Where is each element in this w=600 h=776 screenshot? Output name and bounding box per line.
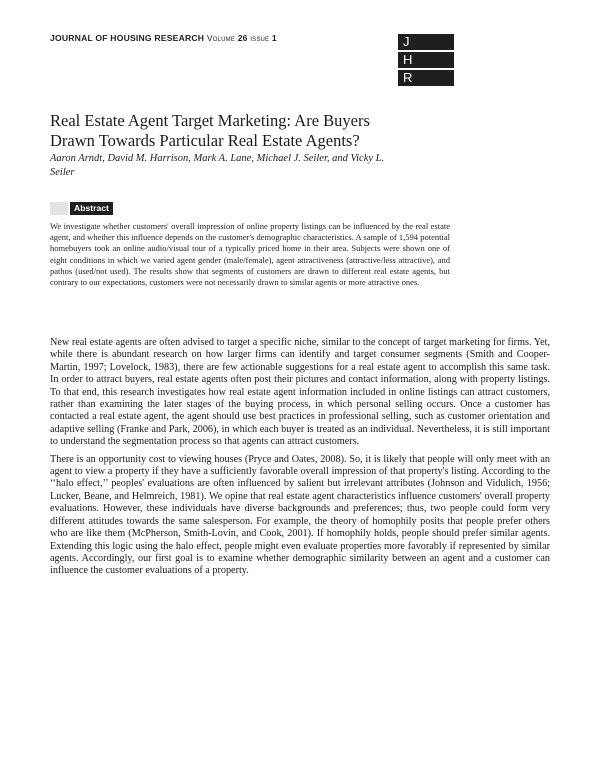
abstract-marker [50, 202, 68, 215]
abstract-heading: Abstract [70, 202, 113, 215]
logo-letter-r: R [398, 70, 454, 86]
article-title [50, 111, 410, 151]
journal-name: JOURNAL OF HOUSING RESEARCH [50, 33, 205, 43]
title-line-2: Drawn Towards Particular Real Estate Agents? [50, 131, 360, 150]
issue-number: 1 [271, 33, 277, 43]
article-body [50, 337, 550, 583]
body-paragraph-1: New real estate agents are often advised to target a specific niche, similar to the concept of target marketing for firms. Yet, while there is abundant research on how larger firms can identify and target consumer segments (Smith and Cooper-Martin, 1997; Lovelock, 1983), there are few actionable suggestions for a real estate agent to accomplish this same task. In order to attract buyers, real estate agents often post their pictures and contact information, along with property listings. To that end, this research investigates how real estate agent information included in online listings can attract customers, rather than examining the later stages of the buying process, in which personal selling occurs. Once a customer has contacted a real estate agent, the agent should use best practices in professional selling, such as customer orientation and adaptive selling (Franke and Park, 2006), in which each buyer is treated as an individual. Nevertheless, it is still important to understand the segmentation process so that agents can attract customers. [50, 337, 550, 448]
volume-label: Volume [206, 33, 236, 43]
abstract-text: We investigate whether customers' overall impression of online property listings can be influenced by the real estate agent, and whether this influence depends on the customer's demographic characteristics. A sample of 1,594 potential homebuyers took an online audio/visual tour of a typically priced home in their area. Subjects were shown one of eight conditions in which we varied agent gender (male/female), agent attractiveness (attractive/less attractive), and pathos (used/not used). The results show that segments of customers are drawn to different real estate agents, but contrary to our expectations, customers were not necessarily drawn to similar agents or more attractive ones. [50, 221, 450, 288]
author-list [50, 152, 440, 180]
journal-logo [398, 34, 454, 88]
issue-label: issue [250, 33, 270, 43]
running-head [50, 33, 277, 43]
logo-letter-h: H [398, 52, 454, 68]
authors-line-1: Aaron Arndt, David M. Harrison, Mark A. Lane, Michael J. Seiler, and Vicky L. [50, 153, 385, 164]
logo-letter-j: J [398, 34, 454, 50]
body-paragraph-2: There is an opportunity cost to viewing houses (Pryce and Oates, 2008). So, it is likely that people will only meet with an agent to view a property if they have a sufficiently favorable overall impression of that property's listing. According to the ‘‘halo effect,’’ peoples' evaluations are often influenced by salient but irrelevant attributes (Johnson and Vidulich, 1956; Lucker, Beane, and Helmreich, 1981). We opine that real estate agent characteristics influence customers' overall property evaluations. However, these individuals have diverse backgrounds and preferences; thus, two people could form very different attitudes towards the same salesperson. For example, the theory of homophily posits that people prefer others who are like them (McPherson, Smith-Lovin, and Cook, 2001). If homophily holds, people should prefer similar agents. Extending this logic using the halo effect, people might even evaluate properties more favorably if represented by similar agents. Accordingly, our first goal is to examine whether demographic similarity between an agent and a customer can influence the customer evaluations of a property. [50, 453, 550, 577]
volume-number: 26 [237, 33, 248, 43]
title-line-1: Real Estate Agent Target Marketing: Are Buyers [50, 111, 370, 130]
authors-line-2: Seiler [50, 167, 75, 178]
